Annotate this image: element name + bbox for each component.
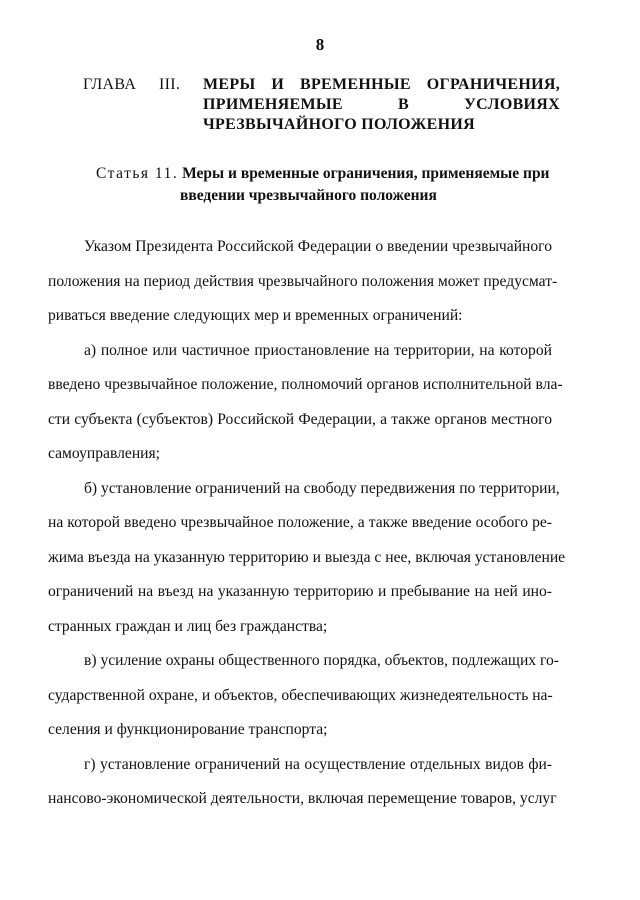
text-line: риваться введение следующих мер и временных ограничений: — [48, 307, 463, 324]
page-number: 8 — [315, 35, 325, 54]
text-line: а) полное или частичное приостановление на территории, на которой — [84, 341, 552, 359]
chapter-number: III. — [159, 76, 181, 93]
text-line: положения на период действия чрезвычайного положения может предусмат- — [48, 272, 558, 290]
text-line: Указом Президента Российской Федерации о введении чрезвычайного — [84, 238, 552, 255]
paragraph-v — [48, 644, 559, 748]
article-prefix: Статья 11. — [96, 165, 179, 182]
text-line: на которой введено чрезвычайное положение, а также введение особого ре- — [48, 514, 552, 531]
text-line: нансово-экономической деятельности, включая перемещение товаров, услуг — [48, 790, 557, 807]
text-line: сударственной охране, и объектов, обеспечивающих жизнедеятельность на- — [48, 686, 553, 704]
article-title: Меры и временные ограничения, применяемые при — [182, 165, 550, 182]
paragraph-a — [48, 334, 563, 472]
text-line: б) установление ограничений на свободу передвижения по территории, — [84, 479, 560, 497]
text-line: г) установление ограничений на осуществление отдельных видов фи- — [84, 755, 552, 773]
paragraph-b — [48, 472, 566, 645]
text-line: селения и функционирование транспорта; — [48, 721, 328, 738]
paragraph-intro — [48, 230, 558, 334]
chapter-title-line: ЧРЕЗВЫЧАЙНОГО ПОЛОЖЕНИЯ — [203, 116, 475, 133]
text-line: ограничений на въезд на указанную территорию и пребывание на ней ино- — [48, 583, 552, 600]
article-heading — [96, 163, 566, 207]
text-line: сти субъекта (субъектов) Российской Федерации, а также органов местного — [48, 410, 552, 428]
text-line: странных граждан и лиц без гражданства; — [48, 617, 328, 635]
article-title-continuation: введении чрезвычайного положения — [180, 187, 437, 204]
chapter-title-line: МЕРЫ И ВРЕМЕННЫЕ ОГРАНИЧЕНИЯ, — [203, 76, 560, 93]
paragraph-g — [48, 748, 557, 817]
text-line: введено чрезвычайное положение, полномочий органов исполнительной вла- — [48, 376, 563, 393]
text-line: в) усиление охраны общественного порядка, объектов, подлежащих го- — [84, 652, 559, 669]
text-line: самоуправления; — [48, 445, 161, 462]
article-body — [48, 230, 566, 817]
chapter-title — [203, 75, 560, 135]
chapter-title-line: ПРИМЕНЯЕМЫЕ В УСЛОВИЯХ — [203, 96, 560, 113]
chapter-label: ГЛАВА — [83, 76, 137, 93]
text-line: жима въезда на указанную территорию и выезда с нее, включая установление — [48, 548, 566, 566]
